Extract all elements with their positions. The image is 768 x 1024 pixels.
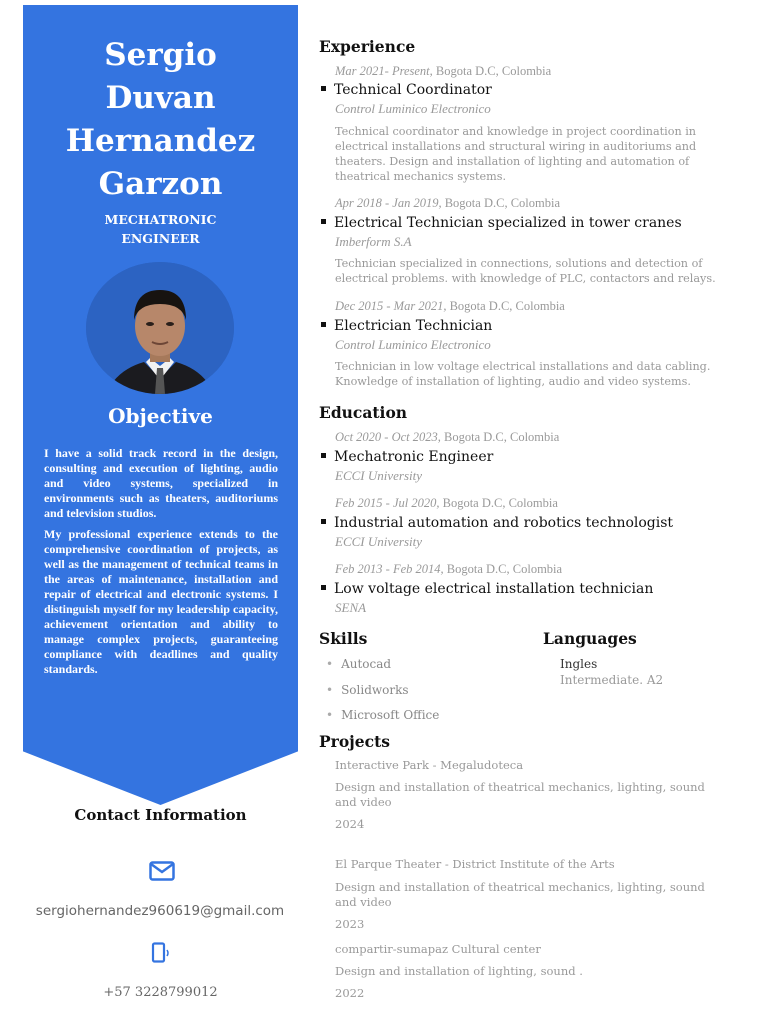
experience-dates: Dec 2015 - Mar 2021, [335, 299, 447, 313]
language-level: Intermediate. A2 [560, 673, 664, 687]
bullet-icon [321, 453, 326, 458]
contact-heading: Contact Information [74, 806, 247, 824]
bullet-icon [321, 219, 326, 224]
bullet-icon [321, 86, 326, 91]
skills-heading: Skills [319, 629, 368, 648]
role-title: Electrical Technician specialized in tower cranes [334, 215, 682, 231]
phone-icon [151, 942, 173, 968]
job-title [23, 210, 298, 248]
experience-location: Bogota D.C, Colombia [446, 299, 565, 313]
experience-org: Control Luminico Electronico [335, 337, 491, 352]
project-desc: Design and installation of theatrical mechanics, lighting, sound and video [335, 780, 705, 809]
education-dates: Feb 2013 - Feb 2014, [335, 562, 444, 576]
skill-item: • Solidworks [326, 683, 409, 697]
education-meta [335, 496, 558, 511]
objective-text [44, 446, 278, 683]
project-year: 2023 [335, 917, 365, 931]
project-title: Interactive Park - Megaludoteca [335, 758, 524, 772]
bullet-icon [321, 519, 326, 524]
mail-icon [149, 861, 175, 885]
objective-paragraph: I have a solid track record in the design, consulting and execution of lighting, audio and video systems, specialized in environments such as theaters, auditoriums and television studios. [44, 446, 278, 520]
title-line: ENGINEER [121, 231, 200, 246]
role-title: Electrician Technician [334, 318, 493, 334]
experience-location: Bogota D.C, Colombia [441, 196, 560, 210]
skill-item: • Autocad [326, 657, 391, 671]
education-heading: Education [319, 403, 408, 422]
experience-role [319, 215, 682, 231]
project-desc: Design and installation of lighting, sound . [335, 964, 583, 978]
experience-role [319, 318, 492, 334]
education-location: Bogota D.C, Colombia [439, 496, 558, 510]
education-school: ECCI University [335, 468, 423, 483]
education-school: SENA [335, 600, 367, 615]
skill-item: • Microsoft Office [326, 708, 439, 722]
email-address[interactable]: sergiohernandez960619@gmail.com [35, 903, 285, 919]
name-line: Hernandez [65, 123, 256, 159]
education-meta [335, 562, 562, 577]
experience-desc: Technician specialized in connections, solutions and detection of electrical problems. with knowledge of PLC, contactors and relays. [335, 257, 716, 285]
experience-org: Imberform S.A [335, 234, 412, 249]
experience-desc: Technical coordinator and knowledge in project coordination in electrical installations and structural wiring in auditoriums and theaters. Design and installation of lighting and automation of theatrical mechanics systems. [335, 125, 697, 183]
education-degree [319, 449, 493, 465]
phone-number[interactable]: +57 3228799012 [103, 985, 218, 1000]
bullet-icon [321, 585, 326, 590]
experience-meta [335, 64, 551, 79]
education-degree [319, 515, 673, 531]
profile-photo [86, 262, 234, 394]
education-dates: Oct 2020 - Oct 2023, [335, 430, 441, 444]
experience-dates: Mar 2021- Present, [335, 64, 433, 78]
education-school: ECCI University [335, 534, 423, 549]
project-title: El Parque Theater - District Institute of the Arts [335, 857, 615, 871]
education-dates: Feb 2015 - Jul 2020, [335, 496, 440, 510]
bullet-icon [321, 322, 326, 327]
project-year: 2022 [335, 986, 365, 1000]
education-location: Bogota D.C, Colombia [443, 562, 563, 576]
role-title: Technical Coordinator [334, 82, 492, 98]
language-name: Ingles [560, 657, 598, 671]
education-meta [335, 430, 559, 445]
experience-meta [335, 299, 565, 314]
project-desc: Design and installation of theatrical mechanics, lighting, sound and video [335, 880, 705, 909]
experience-org: Control Luminico Electronico [335, 101, 491, 116]
project-title: compartir-sumapaz Cultural center [335, 942, 541, 956]
name-line: Garzon [98, 166, 223, 202]
person-icon [86, 262, 234, 394]
experience-role [319, 82, 492, 98]
experience-location: Bogota D.C, Colombia [432, 64, 552, 78]
name-line: Sergio [104, 37, 217, 73]
languages-heading: Languages [543, 629, 637, 648]
experience-heading: Experience [319, 37, 416, 56]
experience-desc: Technician in low voltage electrical installations and data cabling. Knowledge of installation of lighting, audio and video systems. [335, 360, 711, 388]
degree-title: Industrial automation and robotics technologist [334, 515, 674, 531]
title-line: MECHATRONIC [104, 212, 217, 227]
education-location: Bogota D.C, Colombia [440, 430, 560, 444]
degree-title: Low voltage electrical installation technician [334, 581, 654, 597]
experience-meta [335, 196, 560, 211]
education-degree [319, 581, 653, 597]
objective-paragraph: My professional experience extends to the comprehensive coordination of projects, as well as the management of technical teams in the areas of maintenance, installation and repair of electrical and electronic systems. I distinguish myself for my leadership capacity, achievement orientation and ability to manage complex projects, guaranteeing compliance with deadlines and quality standards. [44, 527, 278, 676]
experience-dates: Apr 2018 - Jan 2019, [335, 196, 442, 210]
objective-heading: Objective [108, 404, 213, 428]
project-year: 2024 [335, 817, 365, 831]
name-line: Duvan [105, 80, 216, 116]
person-name [23, 34, 298, 206]
degree-title: Mechatronic Engineer [334, 449, 494, 465]
projects-heading: Projects [319, 732, 390, 751]
